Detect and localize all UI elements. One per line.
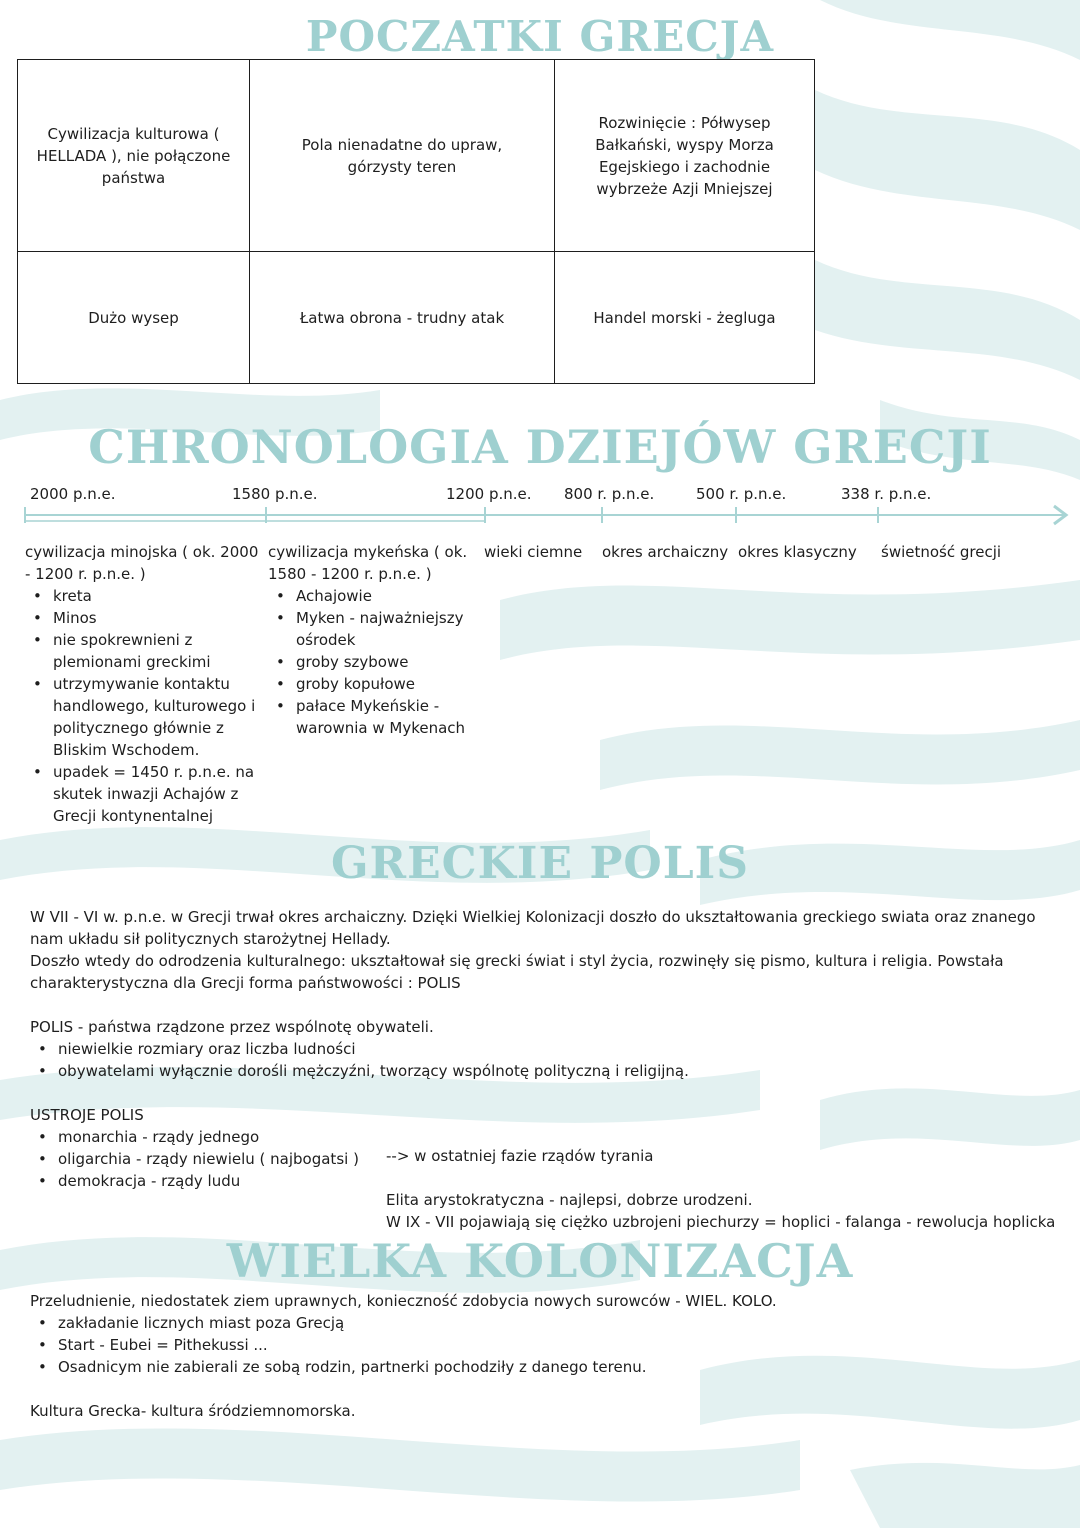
section-title-beginnings: POCZATKI GRECJA [305, 12, 775, 61]
timeline-date: 1200 p.n.e. [446, 485, 532, 503]
table-cell: Handel morski - żegluga [555, 252, 815, 384]
timeline-date: 338 r. p.n.e. [841, 485, 932, 503]
paragraph: Doszło wtedy do odrodzenia kulturalnego: ukształtował się grecki świat i styl życia, rozwinęły się pismo, kultura i religia. Powstała charakterystyczna dla Grecji forma państwowości : POLIS [30, 952, 1004, 992]
list-item: • monarchia - rządy jednego [58, 1126, 1070, 1148]
list-item: • Minos [53, 607, 261, 629]
era-heading: cywilizacja mykeńska ( ok. 1580 - 1200 r. p.n.e. ) [268, 543, 468, 583]
list-item: • zakładanie licznych miast poza Grecją [58, 1312, 1070, 1334]
paragraph: W VII - VI w. p.n.e. w Grecji trwał okres archaiczny. Dzięki Wielkiej Kolonizacji doszło do ukształtowania greckiego swiata oraz znanego nam układu sił politycznych starożytnej Hellady. [30, 908, 1036, 948]
section-title-colonization: WIELKA KOLONIZACJA [226, 1234, 854, 1288]
list-item: • utrzymywanie kontaktu handlowego, kulturowego i politycznego głównie z Bliskim Wschodem. [53, 673, 261, 761]
timeline-axis [0, 500, 1080, 530]
list-item: • Osadnicym nie zabierali ze sobą rodzin, partnerki pochodziły z danego terenu. [58, 1356, 1070, 1378]
era-classical: okres klasyczny [738, 543, 857, 561]
list-item: • Achajowie [296, 585, 473, 607]
elite-note: Elita arystokratyczna - najlepsi, dobrze urodzeni. [386, 1191, 753, 1209]
list-item: • upadek = 1450 r. p.n.e. na skutek inwazji Achajów z Grecji kontynentalnej [53, 761, 261, 827]
list-item: • groby szybowe [296, 651, 473, 673]
tyranny-note: --> w ostatniej fazie rządów tyrania [386, 1147, 654, 1165]
timeline-date: 800 r. p.n.e. [564, 485, 655, 503]
paragraph: Przeludnienie, niedostatek ziem uprawnych, konieczność zdobycia nowych surowców - WIEL. KOLO. [30, 1292, 777, 1310]
era-dark-ages: wieki ciemne [484, 543, 583, 561]
era-mycenaean [268, 541, 473, 739]
list-item: • Start - Eubei = Pithekussi ... [58, 1334, 1070, 1356]
era-golden-age: świetność grecji [881, 543, 1002, 561]
systems-heading: USTROJE POLIS [30, 1106, 144, 1124]
list-item: • niewielkie rozmiary oraz liczba ludności [58, 1038, 1070, 1060]
list-item: • obywatelami wyłącznie dorośli mężczyźni, tworzący wspólnotę polityczną i religijną. [58, 1060, 1070, 1082]
list-item: • nie spokrewnieni z plemionami greckimi [53, 629, 261, 673]
closing-line: Kultura Grecka- kultura śródziemnomorska. [30, 1402, 356, 1420]
section-title-chronology: CHRONOLOGIA DZIEJÓW GRECJI [88, 420, 992, 474]
table-cell: Rozwinięcie : Półwysep Bałkański, wyspy Morza Egejskiego i zachodnie wybrzeże Azji Mniejszej [555, 60, 815, 252]
table-cell: Pola nienadatne do upraw, górzysty teren [250, 60, 555, 252]
list-item: • Myken - najważniejszy ośrodek [296, 607, 473, 651]
timeline-date: 2000 p.n.e. [30, 485, 116, 503]
list-item: • groby kopułowe [296, 673, 473, 695]
features-table [17, 59, 815, 384]
list-item: • kreta [53, 585, 261, 607]
timeline-date: 1580 p.n.e. [232, 485, 318, 503]
section-title-polis: GRECKIE POLIS [330, 838, 750, 889]
colonization-body [30, 1290, 1070, 1422]
table-cell: Dużo wysep [18, 252, 250, 384]
list-item: • pałace Mykeńskie - warownia w Mykenach [296, 695, 473, 739]
era-heading: cywilizacja minojska ( ok. 2000 - 1200 r. p.n.e. ) [25, 543, 259, 583]
table-cell: Łatwa obrona - trudny atak [250, 252, 555, 384]
table-cell: Cywilizacja kulturowa ( HELLADA ), nie połączone państwa [18, 60, 250, 252]
era-minoan [25, 541, 261, 827]
list-item: • oligarchia - rządy niewielu ( najbogatsi ) [58, 1148, 1070, 1170]
timeline-date: 500 r. p.n.e. [696, 485, 787, 503]
era-archaic: okres archaiczny [602, 543, 729, 561]
hoplite-note: W IX - VII pojawiają się ciężko uzbrojeni piechurzy = hoplici - falanga - rewolucja hoplicka [386, 1213, 1056, 1231]
list-item: • demokracja - rządy ludu [58, 1170, 1070, 1192]
polis-definition: POLIS - państwa rządzone przez wspólnotę obywateli. [30, 1018, 434, 1036]
